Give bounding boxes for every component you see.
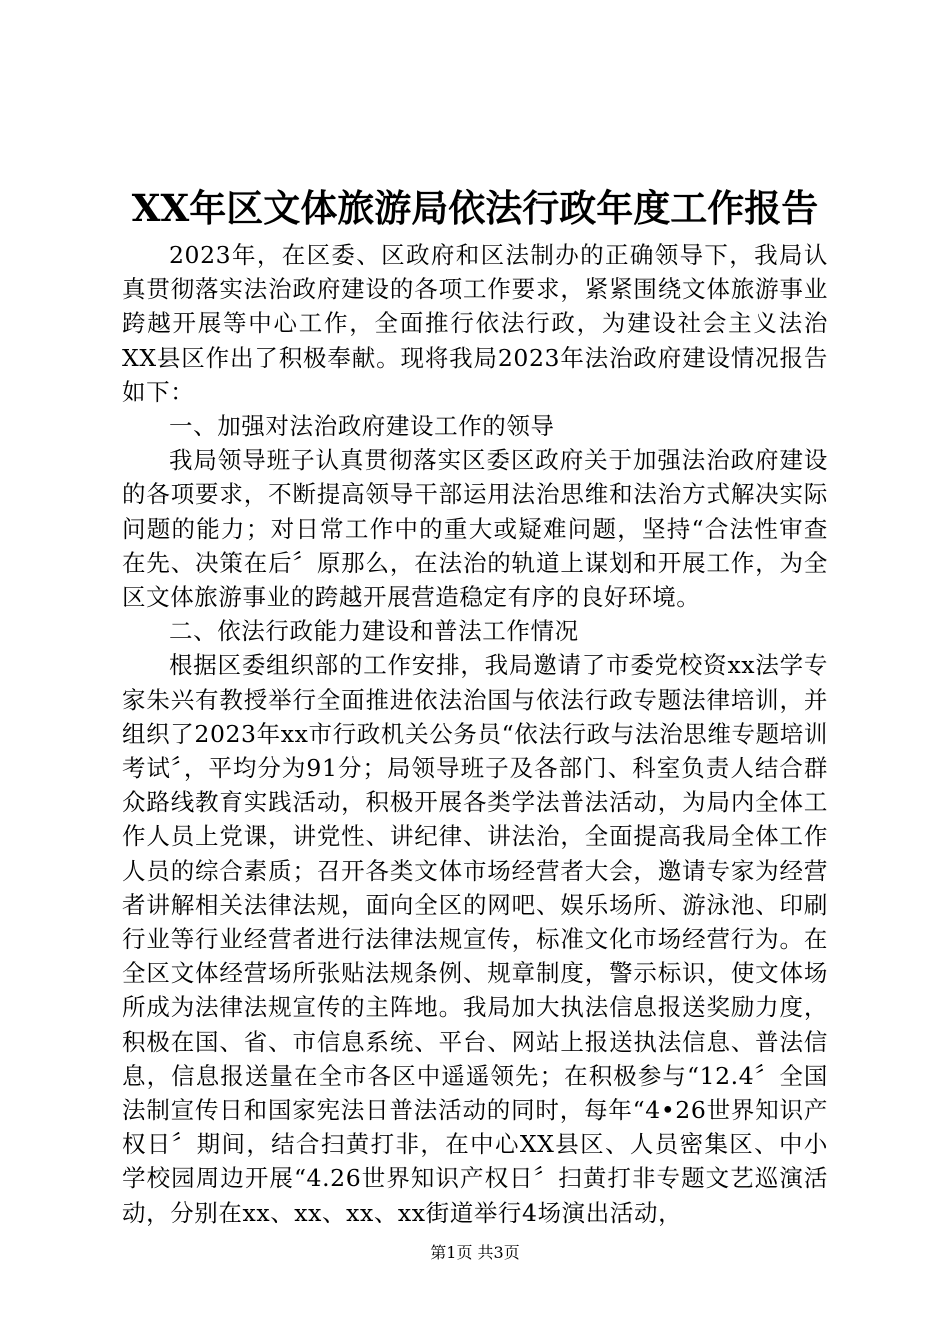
intro-paragraph: 2023年，在区委、区政府和区法制办的正确领导下，我局认真贯彻落实法治政府建设的各项工作要求，紧紧围绕文体旅游事业跨越开展等中心工作，全面推行依法行政，为建设社会主义法治XX县区作出了积极奉献。现将我局2023年法治政府建设情况报告如下： (122, 241, 828, 406)
document-title: XX年区文体旅游局依法行政年度工作报告 (131, 186, 819, 230)
document-body (122, 238, 828, 1230)
page-indicator: 第1页 共3页 (430, 1243, 520, 1262)
section-heading-1: 一、加强对法治政府建设工作的领导 (169, 412, 555, 441)
section-2-paragraph: 根据区委组织部的工作安排，我局邀请了市委党校资xx法学专家朱兴有教授举行全面推进依法治国与依法行政专题法律培训，并组织了2023年xx市行政机关公务员“依法行政与法治思维专题培训考试〞，平均分为91分；局领导班子及各部门、科室负责人结合群众路线教育实践活动，积极开展各类学法普法活动，为局内全体工作人员上党课，讲党性、讲纪律、讲法治，全面提高我局全体工作人员的综合素质；召开各类文体市场经营者大会，邀请专家为经营者讲解相关法律法规，面向全区的网吧、娱乐场所、游泳池、印刷行业等行业经营者进行法律法规宣传，标准文化市场经营行为。在全区文体经营场所张贴法规条例、规章制度，警示标识，使文体场所成为法律法规宣传的主阵地。我局加大执法信息报送奖励力度，积极在国、省、市信息系统、平台、网站上报送执法信息、普法信息，信息报送量在全市各区中遥遥领先；在积极参与“12.4〞全国法制宣传日和国家宪法日普法活动的同时，每年“4•26世界知识产权日〞期间，结合扫黄打非，在中心XX县区、人员密集区、中小学校园周边开展“4.26世界知识产权日〞扫黄打非专题文艺巡演活动，分别在xx、xx、xx、xx街道举行4场演出活动， (122, 651, 828, 1227)
section-heading-2: 二、依法行政能力建设和普法工作情况 (169, 617, 579, 646)
section-1-paragraph: 我局领导班子认真贯彻落实区委区政府关于加强法治政府建设的各项要求，不断提高领导干部运用法治思维和法治方式解决实际问题的能力；对日常工作中的重大或疑难问题，坚持“合法性审查在先、决策在后〞原那么，在法治的轨道上谋划和开展工作，为全区文体旅游事业的跨越开展营造稳定有序的良好环境。 (122, 446, 828, 612)
